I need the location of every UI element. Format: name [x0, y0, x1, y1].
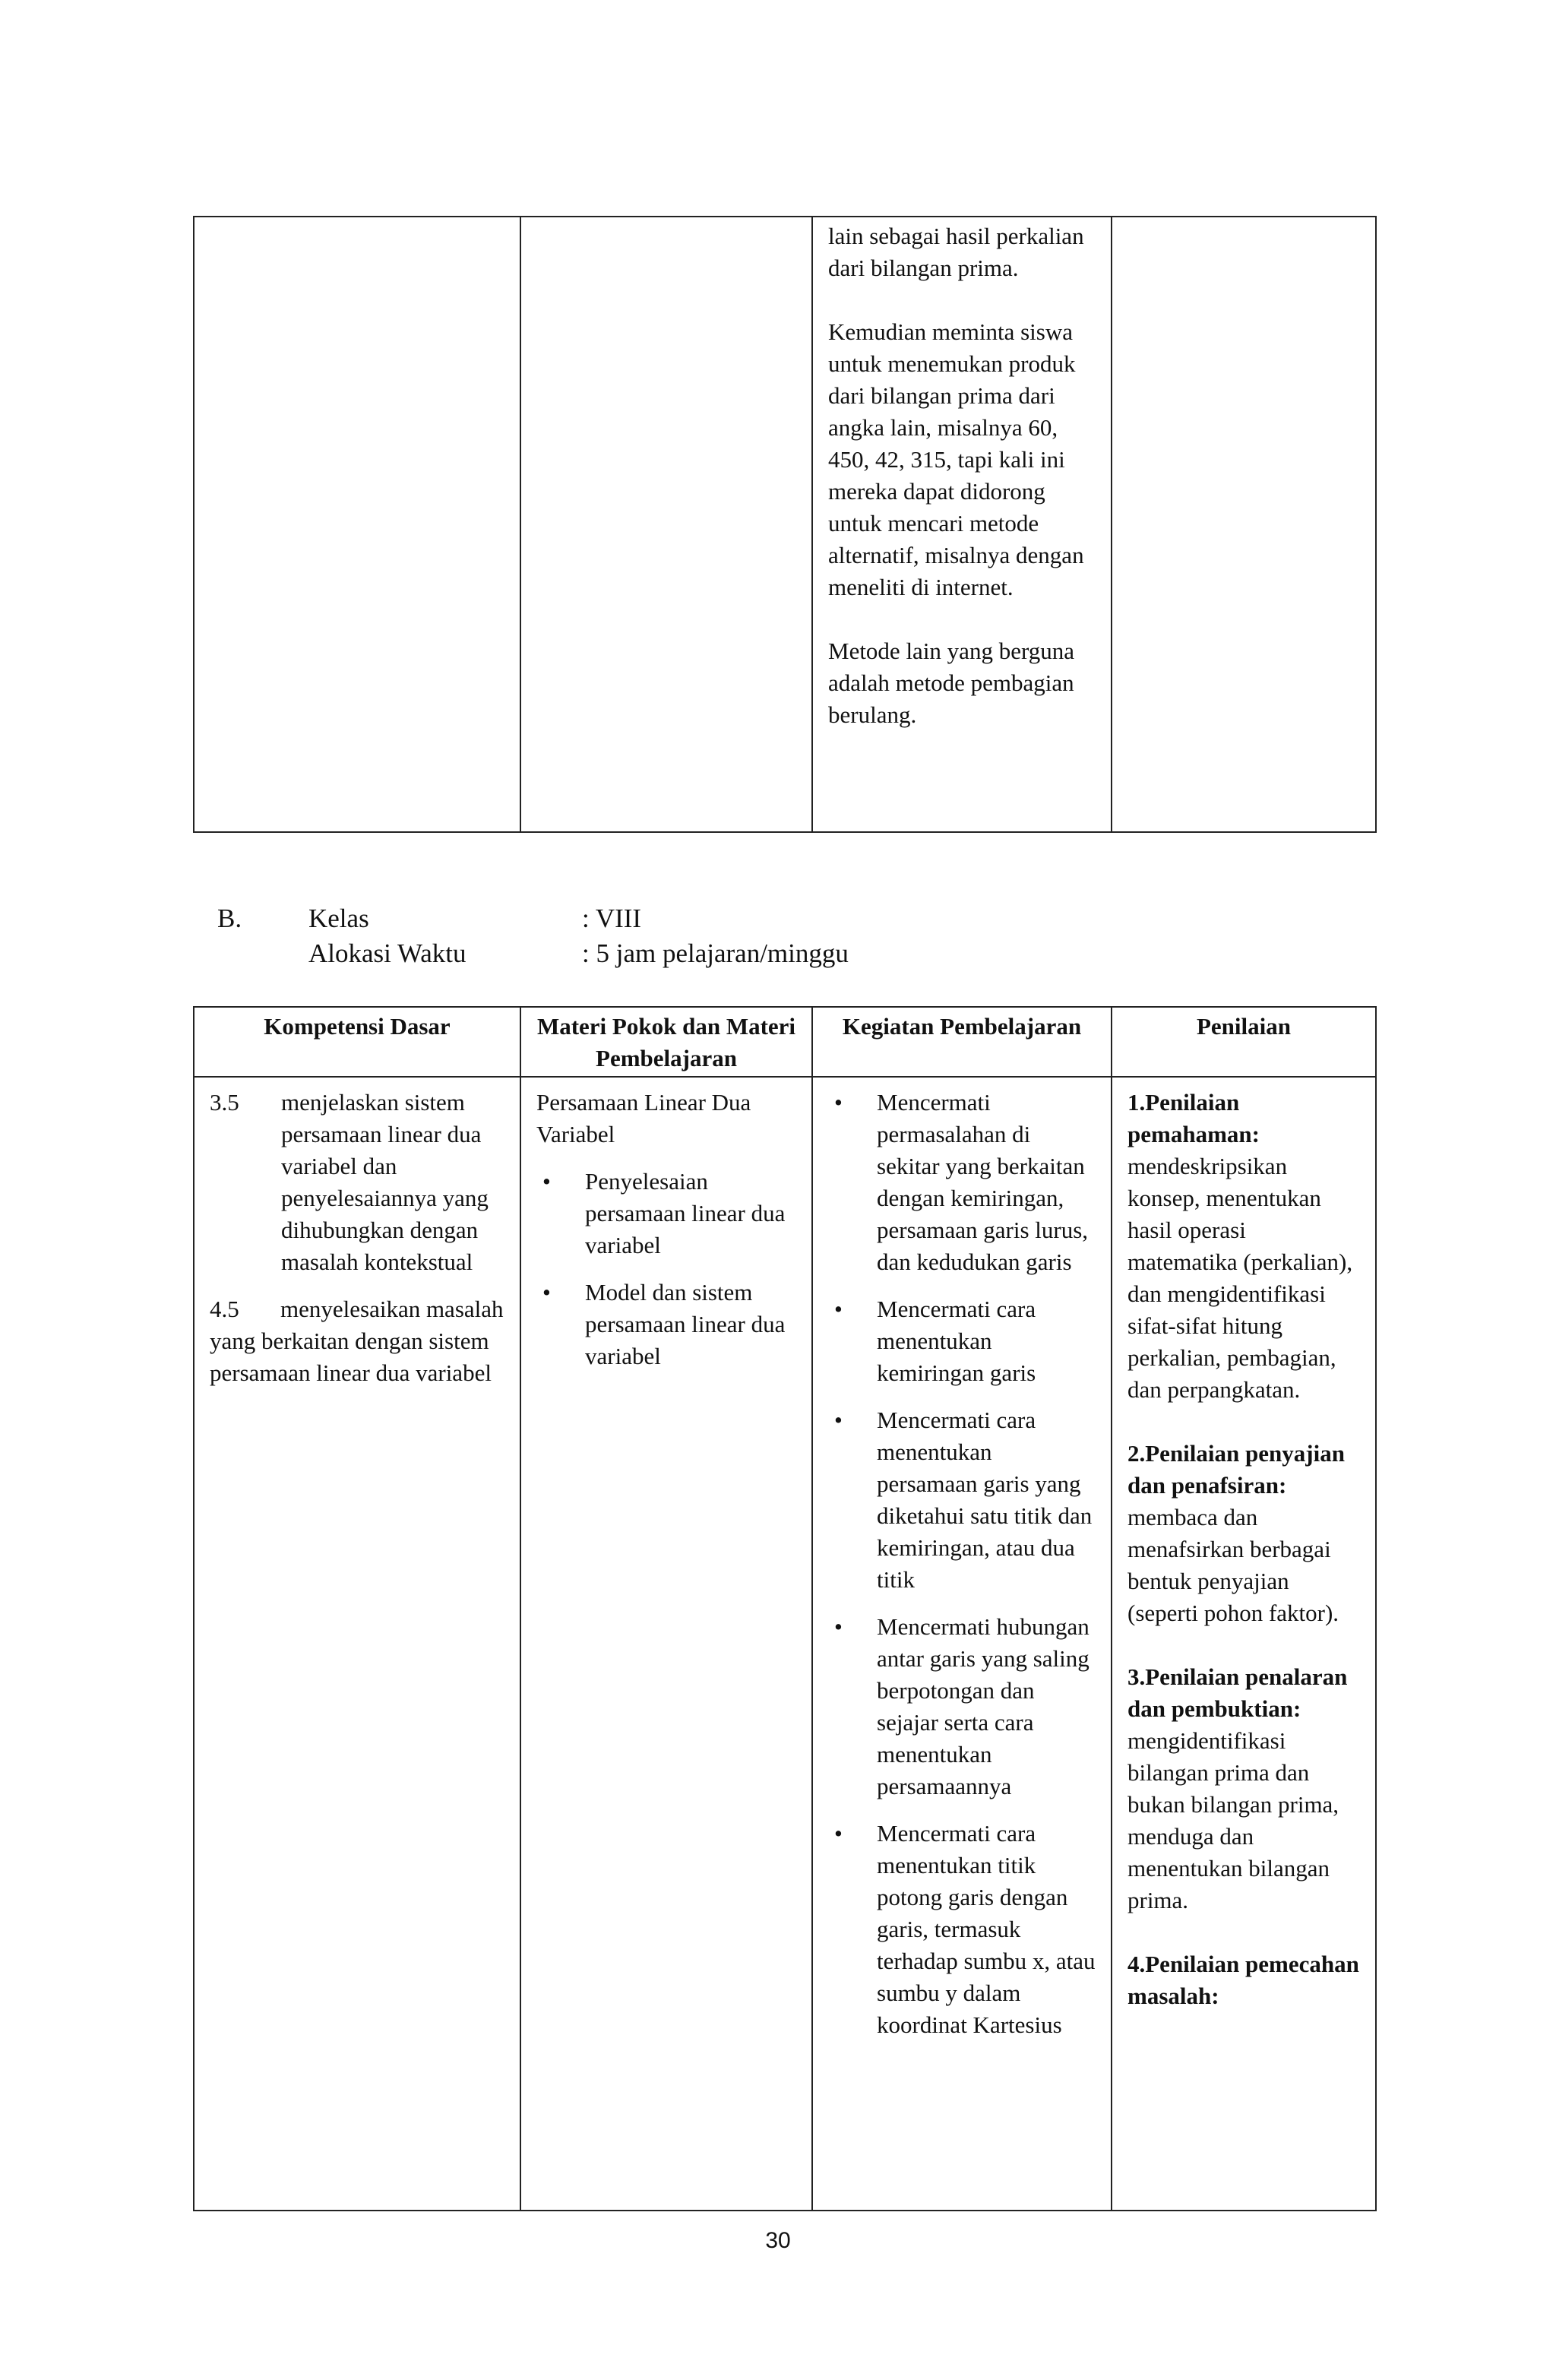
section-b-heading: [217, 901, 849, 971]
kelas-value: : VIII: [582, 904, 642, 933]
penilaian-text: membaca dan menafsirkan berbagai bentuk penyajian (seperti pohon faktor).: [1127, 1504, 1339, 1626]
continued-cell-kompetensi: [194, 217, 520, 832]
kompetensi-text: menjelaskan sistem persamaan linear dua variabel dan penyelesaiannya yang dihubungkan dengan masalah kontekstual: [281, 1089, 489, 1275]
header-kompetensi-dasar: Kompetensi Dasar: [194, 1007, 520, 1077]
penilaian-text: mengidentifikasi bilangan prima dan bukan bilangan prima, menduga dan menentukan bilangan prima.: [1127, 1727, 1339, 1913]
section-letter: B.: [217, 904, 242, 933]
continued-paragraph: lain sebagai hasil perkalian dari bilangan prima.: [828, 223, 1084, 281]
kegiatan-list: [828, 1087, 1096, 2041]
list-item: • Mencermati cara menentukan titik potong garis dengan garis, termasuk terhadap sumbu x, atau sumbu y dalam koordinat Kartesius: [828, 1818, 1096, 2041]
materi-title: Persamaan Linear Dua Variabel: [536, 1089, 751, 1147]
penilaian-item: [1127, 1087, 1360, 1406]
penilaian-text: mendeskripsikan konsep, menentukan hasil operasi matematika (perkalian), dan mengidentifikasi sifat-sifat hitung perkalian, pembagian, dan perpangkatan.: [1127, 1153, 1353, 1403]
kompetensi-number: 4.5: [210, 1296, 239, 1322]
alokasi-value: : 5 jam pelajaran/minggu: [582, 938, 849, 968]
penilaian-cell: [1112, 1077, 1376, 2211]
list-item: • Model dan sistem persamaan linear dua variabel: [536, 1277, 796, 1372]
kompetensi-cell: [194, 1077, 520, 2211]
header-materi-pokok: Materi Pokok dan Materi Pembelajaran: [520, 1007, 812, 1077]
curriculum-table: [193, 1006, 1377, 2211]
continued-cell-kegiatan: [812, 217, 1112, 832]
page-number: 30: [765, 2228, 791, 2253]
kompetensi-item: [210, 1087, 504, 1278]
materi-list: [536, 1166, 796, 1372]
list-item: • Mencermati permasalahan di sekitar yang berkaitan dengan kemiringan, persamaan garis lurus, dan kedudukan garis: [828, 1087, 1096, 1278]
kompetensi-item: [210, 1293, 504, 1389]
penilaian-item: [1127, 1661, 1360, 1916]
kompetensi-text: menyelesaikan masalah yang berkaitan dengan sistem persamaan linear dua variabel: [210, 1296, 504, 1386]
header-penilaian: Penilaian: [1112, 1007, 1376, 1077]
list-item: • Mencermati cara menentukan kemiringan garis: [828, 1293, 1096, 1389]
continued-cell-materi: [520, 217, 812, 832]
continued-cell-penilaian: [1112, 217, 1376, 832]
header-kegiatan: Kegiatan Pembelajaran: [812, 1007, 1112, 1077]
kompetensi-number: 3.5: [210, 1089, 239, 1116]
materi-cell: [520, 1077, 812, 2211]
continued-paragraph: Kemudian meminta siswa untuk menemukan produk dari bilangan prima dari angka lain, misalnya 60, 450, 42, 315, tapi kali ini mereka dapat didorong untuk mencari metode alternatif, misalnya dengan meneliti di internet.: [828, 318, 1084, 600]
penilaian-item: [1127, 1438, 1360, 1629]
kelas-label: Kelas: [308, 904, 369, 933]
penilaian-heading: 2.Penilaian penyajian dan penafsiran:: [1127, 1440, 1345, 1499]
penilaian-heading: 3.Penilaian penalaran dan pembuktian:: [1127, 1663, 1348, 1722]
continued-paragraph: Metode lain yang berguna adalah metode pembagian berulang.: [828, 638, 1074, 728]
penilaian-heading: 4.Penilaian pemecahan masalah:: [1127, 1951, 1359, 2009]
penilaian-item: [1127, 1948, 1360, 2012]
continued-table: [193, 216, 1377, 833]
penilaian-heading: 1.Penilaian pemahaman:: [1127, 1089, 1260, 1147]
list-item: • Penyelesaian persamaan linear dua variabel: [536, 1166, 796, 1261]
list-item: • Mencermati cara menentukan persamaan garis yang diketahui satu titik dan kemiringan, atau dua titik: [828, 1404, 1096, 1596]
alokasi-label: Alokasi Waktu: [308, 938, 466, 968]
kegiatan-cell: [812, 1077, 1112, 2211]
list-item: • Mencermati hubungan antar garis yang saling berpotongan dan sejajar serta cara menentukan persamaannya: [828, 1611, 1096, 1802]
